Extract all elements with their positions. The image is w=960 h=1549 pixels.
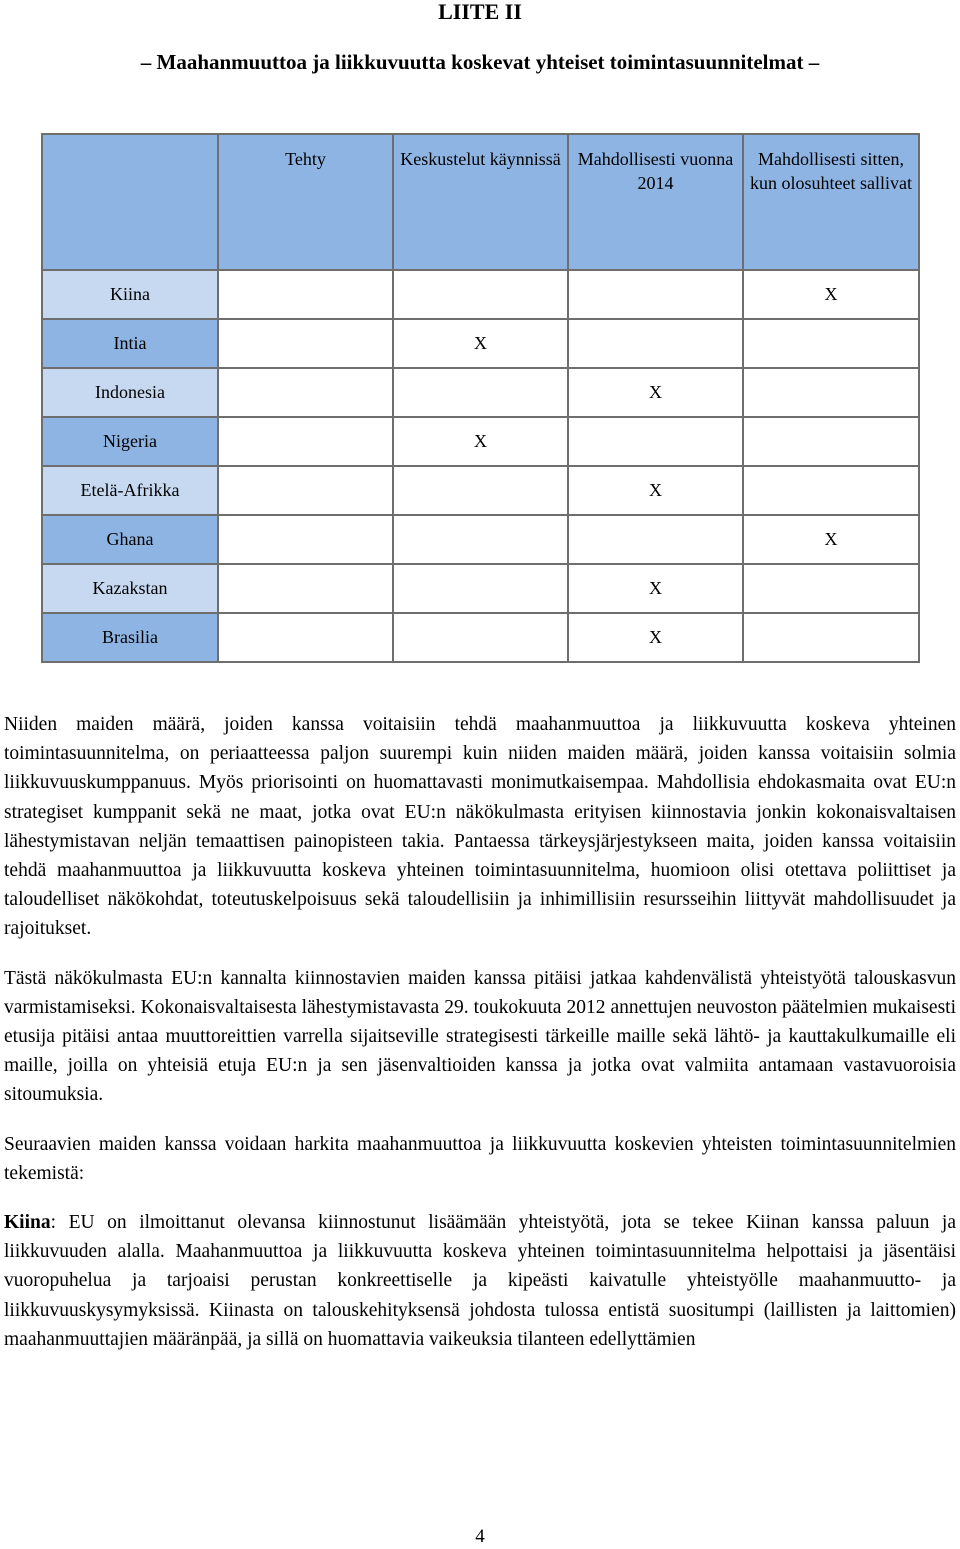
paragraph-text: : EU on ilmoittanut olevansa kiinnostunut lisäämään yhteistyötä, jota se tekee Kiinan kanssa paluun ja liikkuvuuden alalla. Maahanmuuttoa ja liikkuvuutta koskeva yhteinen toimintasuunnitelma helpottaisi ja jäsentäisi vuoropuhelua ja tarjoaisi perustan konkreettiselle ja kipeästi kaivatulle yhteistyölle maahanmuutto- ja liikkuvuuskysymyksissä. Kiinasta on talouskehityksensä johdosta tulossa entistä suositumpi (laillisten ja laittomien) maahanmuuttajien määränpää, ja sillä on huomattavia vaikeuksia tilanteen edellyttämien	[4, 1212, 956, 1350]
column-header: Tehty	[218, 134, 393, 270]
table-row	[42, 417, 919, 466]
paragraph: Tästä näkökulmasta EU:n kannalta kiinnostavien maiden kanssa pitäisi jatkaa kahdenvälistä yhteistyötä talouskasvun varmistamiseksi. Kokonaisvaltaisesta lähestymistavasta 29. toukokuuta 2012 annettujen neuvoston päätelmien mukaisesti etusija pitäisi antaa muuttoreittien varrella sijaitseville strategisesti tärkeille maille sekä lähtö- ja kauttakulkumaille eli maille, joilla on yhteisiä etuja EU:n ja sen jäsenvaltioiden kanssa ja jotka ovat valmiita antamaan vastavuoroisia sitoumuksia.	[4, 967, 956, 1106]
country-cell: Nigeria	[42, 417, 218, 466]
status-cell: X	[568, 564, 743, 613]
paragraph-kiina	[4, 1208, 956, 1354]
status-cell	[393, 466, 568, 515]
status-cell: X	[743, 515, 919, 564]
header-corner	[42, 134, 218, 270]
status-cell	[393, 368, 568, 417]
paragraph: Niiden maiden määrä, joiden kanssa voitaisiin tehdä maahanmuuttoa ja liikkuvuutta koskeva yhteinen toimintasuunnitelma, on periaatteessa paljon suurempi kuin niiden maiden määrä, joiden kanssa voitaisiin solmia liikkuvuuskumppanuus. Myös priorisointi on huomattavasti monimutkaisempaa. Mahdollisia ehdokasmaita ovat EU:n strategiset kumppanit sekä ne maat, jotka ovat EU:n näkökulmasta erityisen kiinnostavia jonkin kokonaisvaltaisen lähestymistavan neljän temaattisen painopisteen takia. Pantaessa tärkeysjärjestykseen maita, joiden kanssa voitaisiin tehdä maahanmuuttoa ja liikkuvuutta koskeva yhteinen toimintasuunnitelma, huomioon olisi otettava poliittiset ja taloudelliset näkökohdat, toteutuskelpoisuus sekä taloudellisiin ja inhimillisiin resursseihin liittyvät mahdollisuudet ja rajoitukset.	[4, 714, 956, 940]
country-cell: Indonesia	[42, 368, 218, 417]
paragraph-label: Kiina	[4, 1212, 51, 1234]
status-cell	[218, 368, 393, 417]
country-cell: Ghana	[42, 515, 218, 564]
status-cell	[568, 417, 743, 466]
status-cell	[393, 515, 568, 564]
action-plan-table	[41, 133, 920, 663]
status-cell	[743, 613, 919, 662]
table-row	[42, 564, 919, 613]
status-cell	[743, 319, 919, 368]
column-header: Mahdollisesti sitten, kun olosuhteet sallivat	[743, 134, 919, 270]
column-header: Keskustelut käynnissä	[393, 134, 568, 270]
table-row	[42, 319, 919, 368]
country-cell: Kazakstan	[42, 564, 218, 613]
status-cell: X	[568, 613, 743, 662]
status-cell	[218, 417, 393, 466]
column-header: Mahdollisesti vuonna 2014	[568, 134, 743, 270]
paragraph: Seuraavien maiden kanssa voidaan harkita maahanmuuttoa ja liikkuvuutta koskevien yhteisten toimintasuunnitelmien tekemistä:	[4, 1133, 956, 1184]
status-cell	[218, 564, 393, 613]
body-text	[4, 710, 956, 1354]
status-cell	[743, 417, 919, 466]
country-cell: Kiina	[42, 270, 218, 319]
status-cell	[568, 270, 743, 319]
status-cell: X	[568, 466, 743, 515]
table-row	[42, 613, 919, 662]
status-cell	[218, 515, 393, 564]
status-cell	[743, 368, 919, 417]
status-cell	[218, 319, 393, 368]
status-cell	[393, 270, 568, 319]
status-cell: X	[393, 319, 568, 368]
country-cell: Intia	[42, 319, 218, 368]
country-cell: Brasilia	[42, 613, 218, 662]
status-cell	[218, 466, 393, 515]
table-header-row	[42, 134, 919, 270]
table-row	[42, 515, 919, 564]
status-cell	[393, 613, 568, 662]
country-cell: Etelä-Afrikka	[42, 466, 218, 515]
status-cell: X	[393, 417, 568, 466]
status-cell	[218, 270, 393, 319]
status-cell	[743, 564, 919, 613]
page-title: LIITE II	[438, 0, 522, 24]
status-cell	[743, 466, 919, 515]
status-cell: X	[568, 368, 743, 417]
page-subtitle: – Maahanmuuttoa ja liikkuvuutta koskevat yhteiset toimintasuunnitelmat –	[140, 50, 820, 74]
status-cell	[568, 515, 743, 564]
status-cell: X	[743, 270, 919, 319]
page-number: 4	[475, 1526, 485, 1547]
status-cell	[218, 613, 393, 662]
status-cell	[568, 319, 743, 368]
status-cell	[393, 564, 568, 613]
table-row	[42, 270, 919, 319]
table-row	[42, 466, 919, 515]
table-row	[42, 368, 919, 417]
